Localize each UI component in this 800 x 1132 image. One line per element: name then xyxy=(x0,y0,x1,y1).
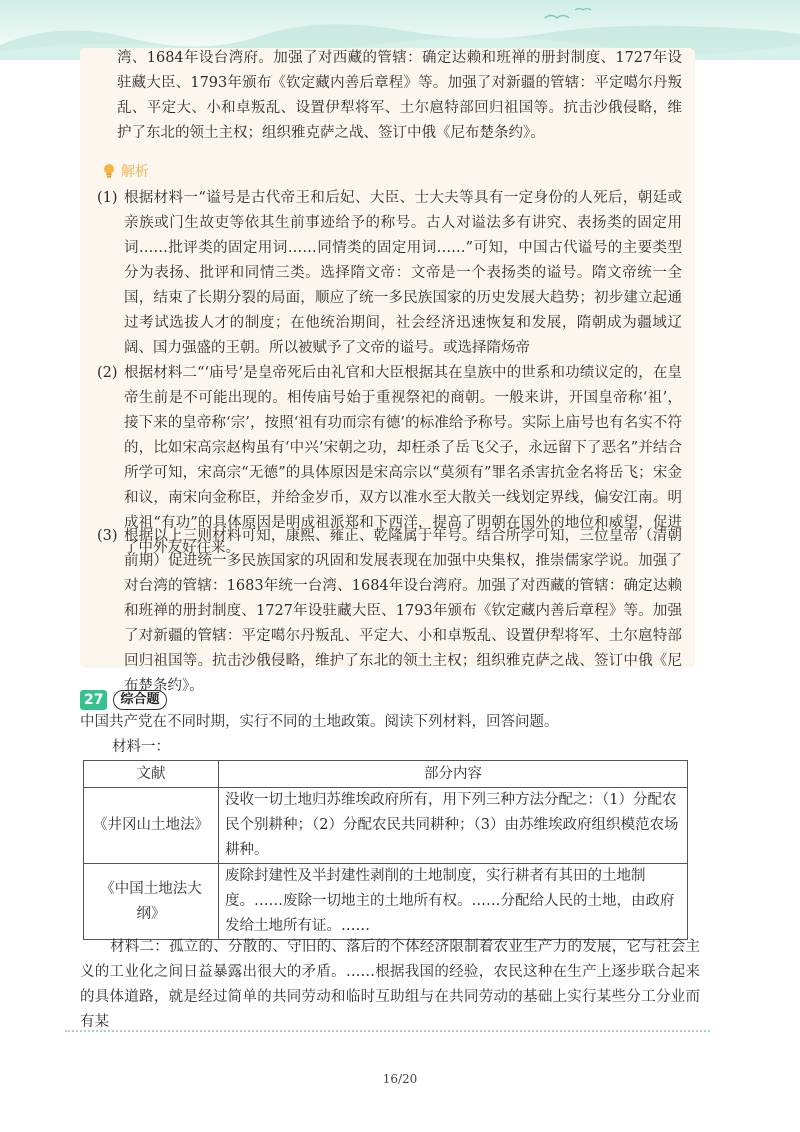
analysis-item-1 xyxy=(97,186,682,361)
item-number: (1) xyxy=(97,190,118,206)
column-header: 部分内容 xyxy=(219,761,688,788)
question-type-tag: 综合题 xyxy=(113,690,166,710)
document-content-cell: 没收一切土地归苏维埃政府所有，用下列三种方法分配之：（1）分配农民个别耕种；（2）分配农民共同耕种；（3）由苏维埃政府组织模范农场耕种。 xyxy=(219,788,688,864)
item-text: 根据材料二“‘庙号’是皇帝死后由礼官和大臣根据其在皇族中的世系和功绩议定的，在皇帝生前是不可能出现的。相传庙号始于重视祭祀的商朝。一般来讲，开国皇帝称‘祖’，接下来的皇帝称‘宗’，按照‘祖有功而宗有德’的标准给予称号。实际上庙号也有名实不符的，比如宋高宗赵构虽有‘中兴’宋朝之功，却枉杀了岳飞父子，永远留下了恶名”并结合所学可知，宋高宗“无德”的具体原因是宋高宗以“莫须有”罪名杀害抗金名将岳飞；宋金和议，南宋向金称臣，并给金岁币，双方以准水至大散关一线划定界线，偏安江南。明成祖“有功”的具体原因是明成祖派郑和下西洋，提高了明朝在国外的地位和威望，促进了中外友好往来。 xyxy=(124,365,682,556)
table-row xyxy=(84,788,688,864)
document-content-cell: 废除封建性及半封建性剥削的土地制度，实行耕者有其田的土地制度。……废除一切地主的土地所有权。……分配给人民的土地，由政府发给土地所有证。…… xyxy=(219,864,688,940)
item-text: 根据材料一“谥号是古代帝王和后妃、大臣、士大夫等具有一定身份的人死后，朝廷或亲族或门生故吏等依其生前事迹给予的称号。古人对谥法多有讲究、表扬类的固定用词……批评类的固定用词……同情类的固定用词……”可知，中国古代谥号的主要类型分为表扬、批评和同情三类。选择隋文帝：文帝是一个表扬类的谥号。隋文帝统一全国，结束了长期分裂的局面，顺应了统一多民族国家的历史发展大趋势；初步建立起通过考试选拔人才的制度；在他统治期间，社会经济迅速恢复和发展，隋朝成为疆域辽阔、国力强盛的王朝。所以被赋予了文帝的谥号。或选择隋炀帝 xyxy=(124,190,682,356)
document-title-cell: 《中国土地法大纲》 xyxy=(84,864,219,940)
document-title-cell: 《井冈山土地法》 xyxy=(84,788,219,864)
footer-divider xyxy=(65,1030,710,1032)
analysis-label: 解析 xyxy=(121,164,149,180)
page-number: 16/20 xyxy=(382,1072,418,1086)
question-stem: 中国共产党在不同时期，实行不同的土地政策。阅读下列材料，回答问题。 xyxy=(80,714,559,730)
column-header: 文献 xyxy=(84,761,219,788)
item-number: (2) xyxy=(97,365,118,381)
table-row xyxy=(84,864,688,940)
item-number: (3) xyxy=(97,528,118,544)
item-text: 根据以上三则材料可知，康熙、雍正、乾隆属于年号。结合所学可知，三位皇帝（清朝前期）促进统一多民族国家的巩固和发展表现在加强中央集权，推崇儒家学说。加强了对台湾的管辖：1683年统一台湾、1684年设台湾府。加强了对西藏的管辖：确定达赖和班禅的册封制度、1727年设驻藏大臣、1793年颁布《钦定藏内善后章程》等。加强了对新疆的管辖：平定噶尔丹叛乱、平定大、小和卓叛乱、设置伊犁将军、土尔扈特部回归祖国等。抗击沙俄侵略，维护了东北的领土主权；组织雅克萨之战、签订中俄《尼布楚条约》。 xyxy=(124,528,682,694)
question-number-badge: 27 xyxy=(80,690,107,710)
material-1-label: 材料一： xyxy=(112,739,170,755)
material-2-text: 材料二：孤立的、分散的、守旧的、落后的个体经济限制着农业生产力的发展，它与社会主义的工业化之间日益暴露出很大的矛盾。……根据我国的经验，农民这种在生产上逐步联合起来的具体道路，就是经过简单的共同劳动和临时互助组与在共同劳动的基础上实行某些分工分业而有某 xyxy=(80,939,700,1030)
material-table xyxy=(83,760,688,940)
answer-continuation: 湾、1684年设台湾府。加强了对西藏的管辖：确定达赖和班禅的册封制度、1727年设驻藏大臣、1793年颁布《钦定藏内善后章程》等。加强了对新疆的管辖：平定噶尔丹叛乱、平定大、小和卓叛乱、设置伊犁将军、土尔扈特部回归祖国等。抗击沙俄侵略，维护了东北的领土主权；组织雅克萨之战、签订中俄《尼布楚条约》。 xyxy=(117,50,682,141)
question-header xyxy=(80,690,167,710)
lightbulb-icon xyxy=(102,163,116,179)
analysis-item-3 xyxy=(97,524,682,699)
table-header-row xyxy=(84,761,688,788)
analysis-heading xyxy=(102,160,149,182)
